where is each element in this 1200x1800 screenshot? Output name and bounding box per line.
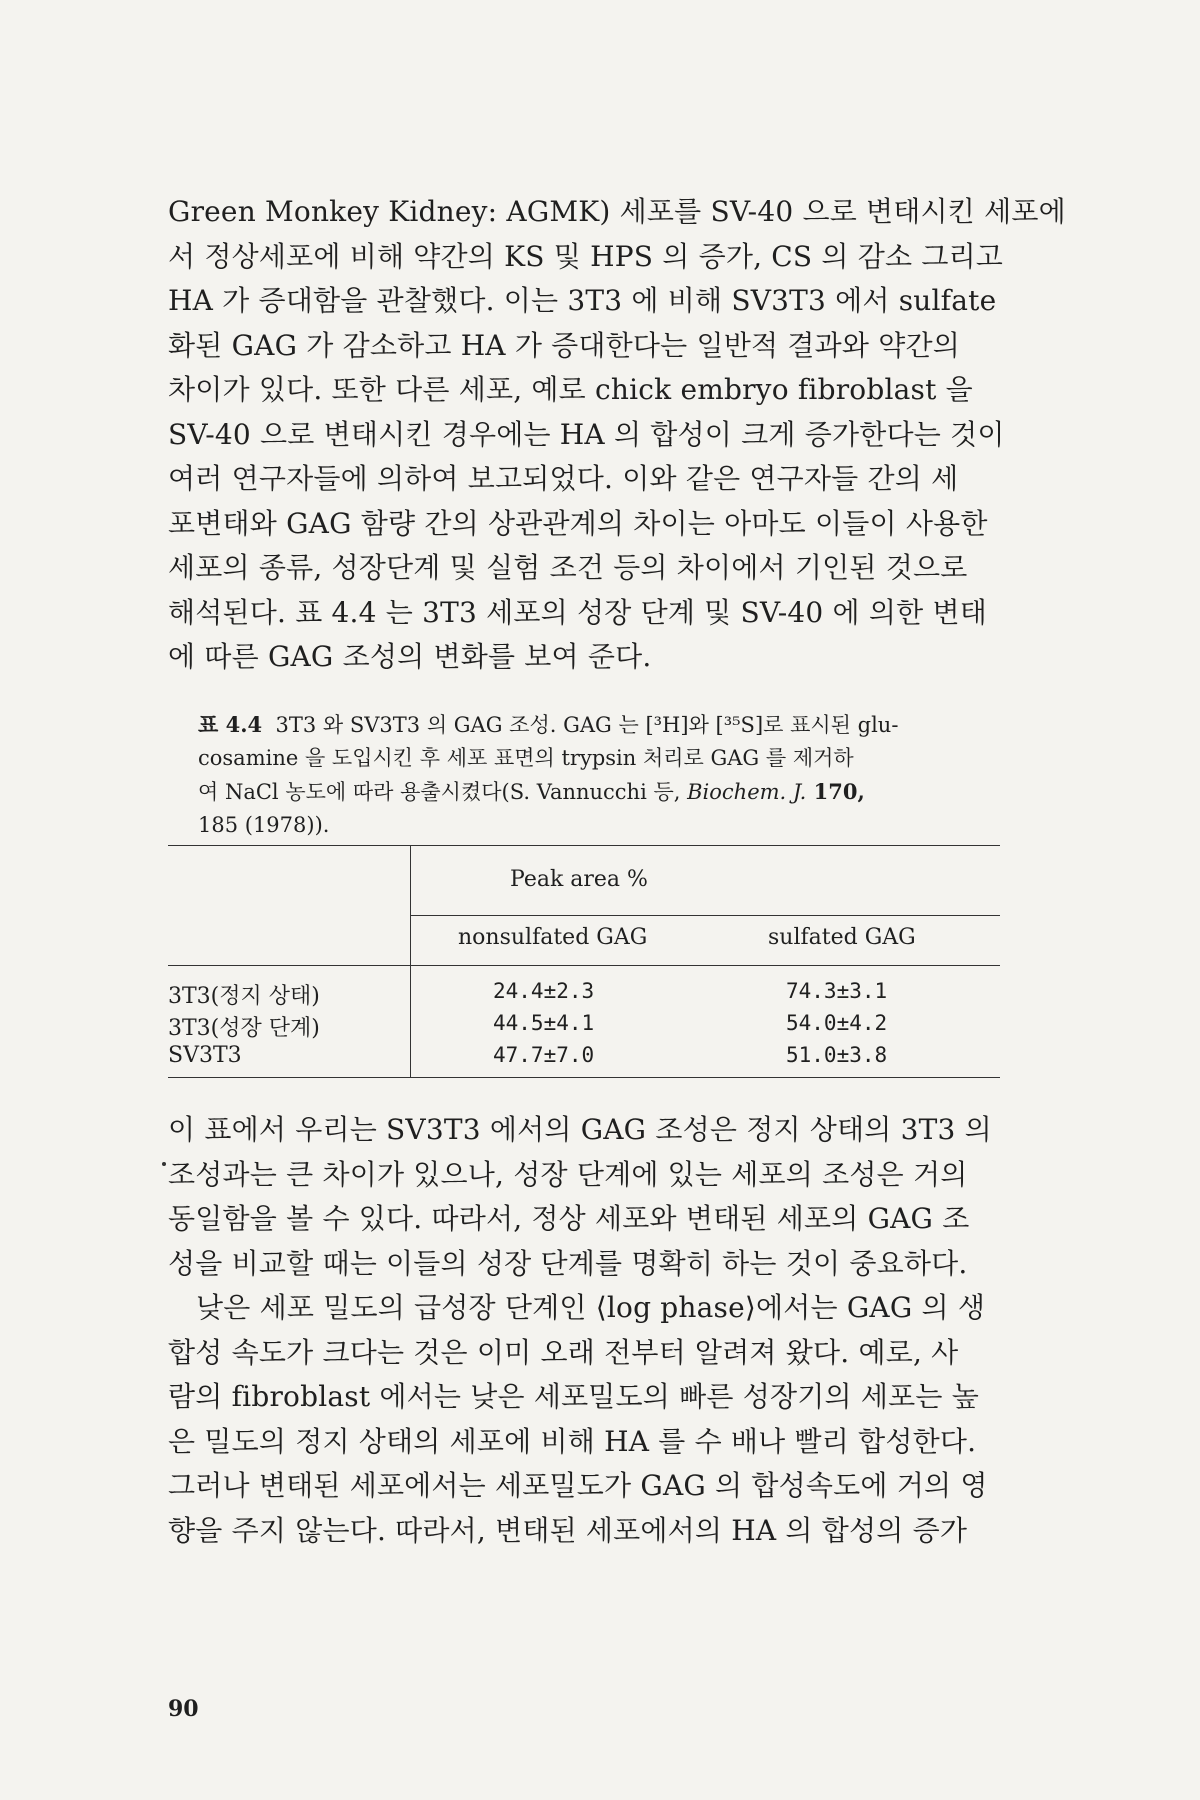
caption-line: 표 4.4 3T3 와 SV3T3 의 GAG 조성. GAG 는 [³H]와 [³⁵S]로 표시된 glu-	[198, 712, 899, 737]
row-label: 3T3(정지 상태)	[168, 984, 320, 1009]
text-line: 포변태와 GAG 함량 간의 상관관계의 차이는 아마도 이들이 사용한	[168, 506, 988, 540]
text-line: 세포의 종류, 성장단계 및 실험 조건 등의 차이에서 기인된 것으로	[168, 551, 968, 584]
text-line: 동일함을 볼 수 있다. 따라서, 정상 세포와 변태된 세포의 GAG 조	[168, 1202, 970, 1235]
cell-nonsulfated: 47.7±7.0	[493, 1043, 595, 1067]
row-label: SV3T3	[168, 1043, 242, 1068]
text-line: 람의 fibroblast 에서는 낮은 세포밀도의 빠른 성장기의 세포는 높	[168, 1380, 979, 1413]
column-header-sulfated: sulfated GAG	[768, 925, 916, 950]
row-label: 3T3(성장 단계)	[168, 1016, 320, 1041]
caption-line: 여 NaCl 농도에 따라 용출시켰다(S. Vannucchi 등, Biochem. J. 170,	[198, 779, 865, 804]
cell-sulfated: 74.3±3.1	[786, 979, 888, 1003]
text-line: 향을 주지 않는다. 따라서, 변태된 세포에서의 HA 의 합성의 증가	[168, 1513, 968, 1547]
paragraph-1	[168, 190, 1066, 680]
table-column-divider	[410, 845, 411, 1077]
print-speck	[162, 1162, 166, 1166]
text-line: Green Monkey Kidney: AGMK) 세포를 SV-40 으로 변태시킨 세포에	[168, 195, 1066, 228]
text-line: 화된 GAG 가 감소하고 HA 가 증대한다는 일반적 결과와 약간의	[168, 328, 960, 362]
group-header-rule	[410, 915, 1000, 916]
cell-nonsulfated: 24.4±2.3	[493, 979, 595, 1003]
header-bottom-rule	[168, 965, 1000, 966]
table-bottom-rule	[168, 1077, 1000, 1078]
page-number: 90	[168, 1696, 199, 1722]
text-line: 은 밀도의 정지 상태의 세포에 비해 HA 를 수 배나 빨리 합성한다.	[168, 1424, 977, 1458]
text-line: 합성 속도가 크다는 것은 이미 오래 전부터 알려져 왔다. 예로, 사	[168, 1335, 959, 1369]
paragraph-3	[168, 1286, 1030, 1553]
text-line: 해석된다. 표 4.4 는 3T3 세포의 성장 단계 및 SV-40 에 의한 변태	[168, 595, 987, 629]
caption-line: 185 (1978)).	[198, 813, 330, 837]
gag-composition-table	[168, 845, 1000, 1080]
group-header: Peak area %	[510, 867, 648, 892]
caption-label: 표 4.4	[198, 712, 263, 737]
text-line: 그러나 변태된 세포에서는 세포밀도가 GAG 의 합성속도에 거의 영	[168, 1469, 988, 1502]
cell-sulfated: 51.0±3.8	[786, 1043, 888, 1067]
text-line: 낮은 세포 밀도의 급성장 단계인 ⟨log phase⟩에서는 GAG 의 생	[196, 1291, 986, 1324]
text-line: 차이가 있다. 또한 다른 세포, 예로 chick embryo fibroblast 을	[168, 373, 973, 406]
paragraph-2	[168, 1108, 1030, 1286]
text-line: 조성과는 큰 차이가 있으나, 성장 단계에 있는 세포의 조성은 거의	[168, 1157, 968, 1191]
cell-sulfated: 54.0±4.2	[786, 1011, 888, 1035]
text-line: 여러 연구자들에 의하여 보고되었다. 이와 같은 연구자들 간의 세	[168, 462, 959, 495]
text-line: 서 정상세포에 비해 약간의 KS 및 HPS 의 증가, CS 의 감소 그리고	[168, 239, 1004, 273]
table-caption	[198, 708, 1030, 842]
cell-nonsulfated: 44.5±4.1	[493, 1011, 595, 1035]
journal-volume: 170,	[806, 779, 865, 804]
column-header-nonsulfated: nonsulfated GAG	[458, 925, 648, 950]
journal-name: Biochem. J.	[687, 780, 807, 804]
text-line: 이 표에서 우리는 SV3T3 에서의 GAG 조성은 정지 상태의 3T3 의	[168, 1113, 992, 1146]
text-line: SV-40 으로 변태시킨 경우에는 HA 의 합성이 크게 증가한다는 것이	[168, 417, 1005, 451]
text-line: HA 가 증대함을 관찰했다. 이는 3T3 에 비해 SV3T3 에서 sulfate	[168, 284, 997, 317]
text-line: 성을 비교할 때는 이들의 성장 단계를 명확히 하는 것이 중요하다.	[168, 1246, 968, 1280]
text-line: 에 따른 GAG 조성의 변화를 보여 준다.	[168, 640, 652, 673]
caption-line: cosamine 을 도입시킨 후 세포 표면의 trypsin 처리로 GAG 를 제거하	[198, 746, 854, 770]
table-top-rule	[168, 845, 1000, 846]
